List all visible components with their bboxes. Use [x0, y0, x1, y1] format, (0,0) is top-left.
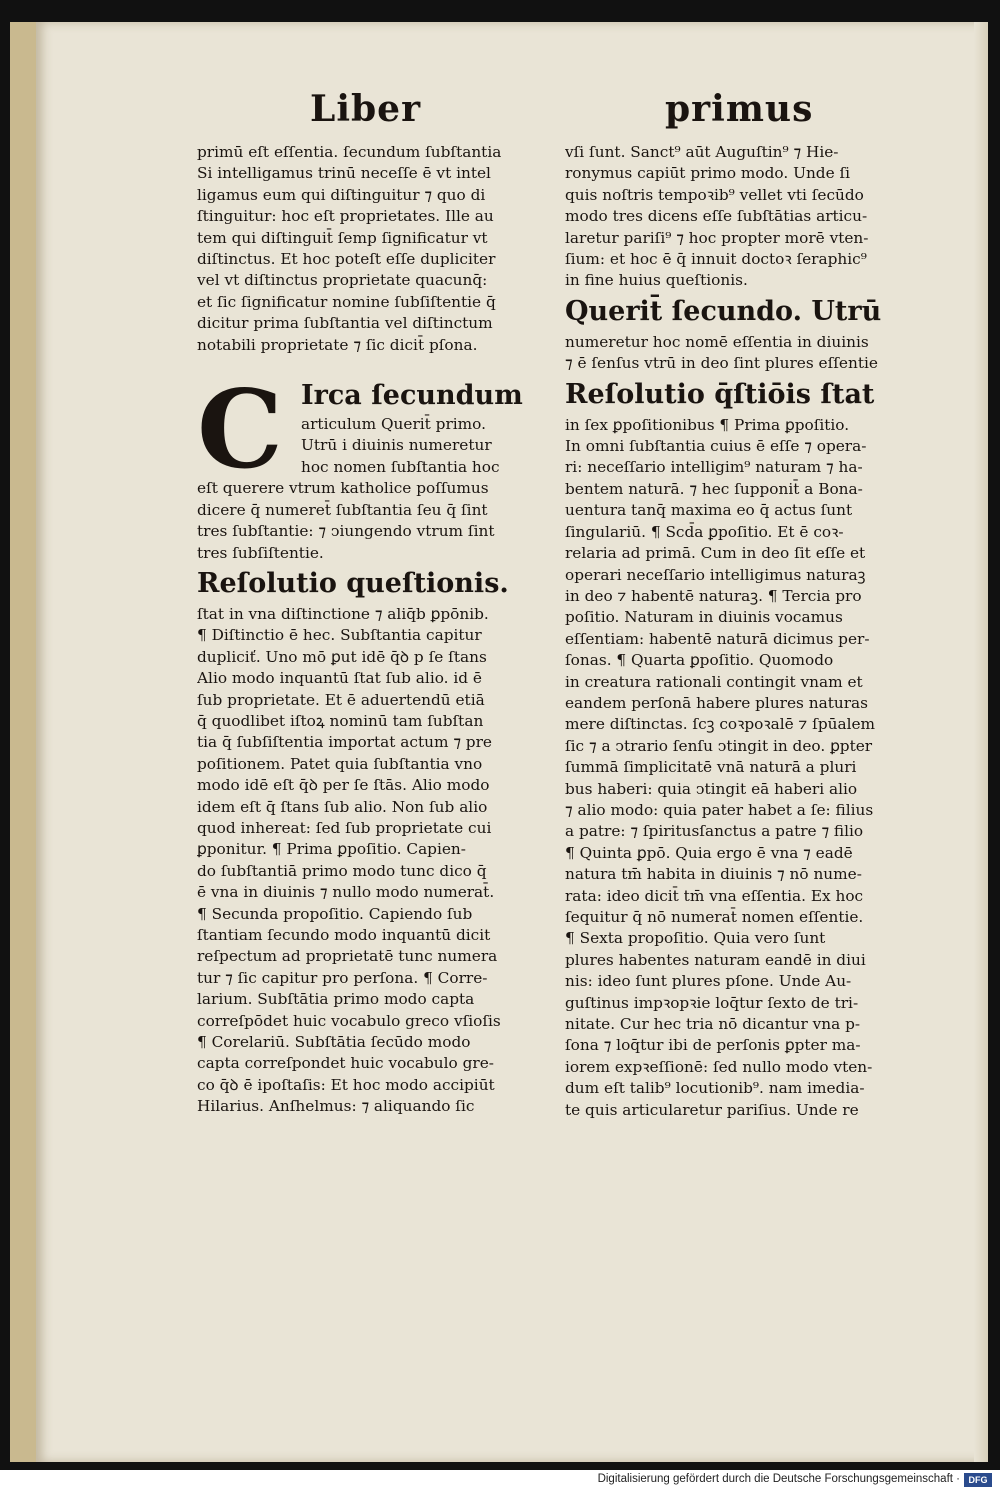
- text-line: ¶ Quinta ꝑpō. Quia ergo ē vna ⁊ eadē: [565, 843, 853, 862]
- text-line: uentura tanq̄ maxima eo q̄ actus ſunt: [565, 501, 853, 520]
- text-line: rata: ideo dicit̄ tm̄ vna eſſentia. Ex hoc: [565, 886, 864, 905]
- text-line: co q̄ꝺ ē ipoſtaſis: Et hoc modo accipiūt: [197, 1075, 495, 1094]
- text-line: in ſex ꝑpoſitionibus ¶ Prima ꝑpoſitio.: [565, 415, 850, 434]
- text-line: ligamus eum qui diſtinguitur ⁊ quo di: [197, 185, 486, 204]
- text-line: ꝑponitur. ¶ Prima ꝑpoſitio. Capien-: [197, 840, 466, 859]
- text-line: ſona ⁊ loq̄tur ibi de perſonis ꝑpter ma-: [565, 1036, 861, 1055]
- initial-big-line: Irca ſecundum: [301, 380, 523, 412]
- text-line: operari neceſſario intelligimus naturaꝫ: [565, 565, 866, 584]
- text-line: ſub proprietate. Et ē aduertendū etiā: [197, 690, 485, 709]
- text-line: ¶ Corelariū. Subſtātia ſecūdo modo: [197, 1033, 471, 1052]
- text-line: poſitionem. Patet quia ſubſtantia vno: [197, 754, 483, 773]
- text-line: larium. Subſtātia primo modo capta: [197, 990, 475, 1009]
- text-line: quis noſtris tempoꝛib⁹ vellet vti ſecūdo: [565, 185, 864, 204]
- text-line: ſium: et hoc ē q̄ innuit doctoꝛ ſeraphic⁹: [565, 250, 867, 269]
- text-line: dicere q̄ numeret̄ ſubſtantia ſeu q̄ ſint: [197, 500, 488, 519]
- text-line: laretur pariſi⁹ ⁊ hoc propter morē vten-: [565, 228, 869, 247]
- text-line: reſpectum ad proprietatē tunc numera: [197, 947, 498, 966]
- text-line: in creatura rationali contingit vnam et: [565, 672, 863, 691]
- text-line: idem eſt q̄ ſtans ſub alio. Non ſub alio: [197, 797, 488, 816]
- text-line: Si intelligamus trinū neceſſe ē vt intel: [197, 164, 491, 183]
- text-line: vſi ſunt. Sanct⁹ aūt Auguſtin⁹ ⁊ Hie-: [565, 143, 839, 161]
- text-line: bus haberi: quia ↄtingit eā haberi alio: [565, 779, 858, 798]
- dfg-logo: DFG: [964, 1473, 992, 1487]
- text-line: correſpōdet huic vocabulo greco vſioſis: [197, 1011, 501, 1030]
- text-line: Alio modo inquantū ſtat ſub alio. id ē: [197, 669, 482, 688]
- left-para-3: [197, 604, 547, 1118]
- text-line: dupliciť. Uno mō ꝑut idē q̄ꝺ p ſe ſtans: [197, 647, 487, 666]
- text-line: ſtinguitur: hoc eſt proprietates. Ille au: [197, 207, 494, 226]
- text-line: ſequitur q̄ nō numerat̄ nomen eſſentie.: [565, 908, 864, 926]
- text-line: eſt querere vtrum katholice poſſumus: [197, 479, 489, 498]
- text-line: q̄ quodlibet iſtoꝝ nominū tam ſubſtan: [197, 711, 484, 730]
- drop-cap: C: [197, 367, 283, 494]
- text-line: ⁊ alio modo: quia pater habet a ſe: filius: [565, 800, 874, 819]
- text-line: eandem perſonā habere plures naturas: [565, 693, 869, 712]
- text-line: tur ⁊ ſic capitur pro perſona. ¶ Corre-: [197, 968, 488, 987]
- footer-credit: Digitalisierung gefördert durch die Deutsche Forschungsgemeinschaft ·: [597, 1473, 960, 1485]
- footer: [0, 1470, 1000, 1492]
- text-line: plures habentes naturam eandē in diui: [565, 950, 866, 969]
- text-line: vel vt diſtinctus proprietate quacunq̄:: [197, 271, 488, 290]
- text-line: Hilarius. Anſhelmus: ⁊ aliquando ſic: [197, 1097, 475, 1116]
- right-column: [565, 142, 923, 1121]
- text-line: tres ſubſtantie: ⁊ ↄiungendo vtrum ſint: [197, 522, 495, 541]
- text-line: tres ſubſiſtentie.: [197, 543, 324, 562]
- text-line: ſummā ſimplicitatē vnā naturā a pluri: [565, 758, 857, 777]
- text-line: tia q̄ ſubſiſtentia importat actum ⁊ pre: [197, 733, 492, 752]
- text-line: In omni ſubſtantia cuius ē eſſe ⁊ opera-: [565, 437, 867, 456]
- text-line: poſitio. Naturam in diuinis vocamus: [565, 608, 843, 627]
- text-line: in fine huius queſtionis.: [565, 271, 748, 290]
- left-para-1: [197, 142, 547, 356]
- text-line: a patre: ⁊ ſpiritusſanctus a patre ⁊ filio: [565, 822, 864, 841]
- text-line: bentem naturā. ⁊ hec ſupponit̄ a Bona-: [565, 479, 863, 498]
- text-line: Utrū i diuinis numeretur: [301, 436, 492, 455]
- text-line: ⁊ ē ſenſus vtrū in deo ſint plures eſſentie: [565, 354, 878, 373]
- text-line: dicitur prima ſubſtantia vel diſtinctum: [197, 314, 493, 333]
- text-line: ſingulariū. ¶ Scd̄a ꝑpoſitio. Et ē coꝛ-: [565, 522, 844, 541]
- text-line: iorem expꝛeſſionē: ſed nullo modo vten-: [565, 1057, 873, 1076]
- text-line: primū eſt eſſentia. ſecundum ſubſtantia: [197, 143, 502, 161]
- text-line: ri: neceſſario intelligim⁹ naturam ⁊ ha-: [565, 458, 863, 477]
- text-line: nis: ideo ſunt plures pſone. Unde Au-: [565, 972, 852, 991]
- text-line: nitate. Cur hec tria nō dicantur vna p-: [565, 1015, 861, 1034]
- text-line: ¶ Secunda propoſitio. Capiendo ſub: [197, 904, 473, 923]
- text-line: tem qui diſtinguit̄ ſemp ſignificatur vt: [197, 228, 488, 247]
- header-left: Liber: [310, 88, 422, 130]
- text-line: te quis articularetur pariſius. Unde re: [565, 1100, 859, 1119]
- text-line: modo idē eſt q̄ꝺ per ſe ſtās. Alio modo: [197, 776, 490, 795]
- left-column: [197, 142, 547, 1118]
- text-line: ronymus capiūt primo modo. Unde ſi: [565, 164, 851, 183]
- text-line: ſonas. ¶ Quarta ꝑpoſitio. Quomodo: [565, 651, 834, 670]
- text-line: et ſic ſignificatur nomine ſubſiſtentie q̄: [197, 292, 496, 311]
- text-line: natura tm̄ habita in diuinis ⁊ nō nume-: [565, 865, 862, 884]
- text-line: ſic ⁊ a ↄtrario ſenſu ↄtingit in deo. ꝑpter: [565, 736, 873, 755]
- text-line: articulum Querit̄ primo.: [301, 415, 486, 434]
- right-para-3: [565, 415, 923, 1121]
- running-header: [0, 88, 1000, 148]
- left-resolutio-heading: Reſolutio queſtionis.: [197, 567, 509, 599]
- text-line: ſtantiam ſecundo modo inquantū dicit: [197, 926, 491, 944]
- text-line: quod inhereat: ſed ſub proprietate cui: [197, 818, 492, 837]
- right-resolutio-heading: Reſolutio q̄ſtiōis ſtat: [565, 378, 875, 410]
- text-line: relaria ad primā. Cum in deo ſit eſſe et: [565, 544, 866, 563]
- text-line: mere diſtinctas. ſcꝫ coꝛpoꝛalē ⁊ ſpūalem: [565, 715, 876, 734]
- text-line: diſtinctus. Et hoc poteſt eſſe dupliciter: [197, 250, 496, 269]
- text-line: dum eſt talib⁹ locutionib⁹. nam imedia-: [565, 1079, 865, 1098]
- right-para-2: [565, 332, 923, 375]
- page-edge: [974, 22, 988, 1462]
- text-line: ē vna in diuinis ⁊ nullo modo numerat̄.: [197, 883, 495, 902]
- text-line: ¶ Sexta propoſitio. Quia vero ſunt: [565, 929, 826, 948]
- text-line: eſſentiam: habentē naturā dicimus per-: [565, 629, 870, 648]
- text-line: ¶ Diſtinctio ē hec. Subſtantia capitur: [197, 626, 482, 645]
- text-line: numeretur hoc nomē eſſentia in diuinis: [565, 332, 869, 351]
- text-line: ſtat in vna diſtinctione ⁊ aliq̄b ꝑpōnib.: [197, 604, 489, 623]
- text-line: do ſubſtantiā primo modo tunc dico q̄: [197, 861, 487, 880]
- header-right: primus: [665, 88, 814, 130]
- text-line: modo tres dicens eſſe ſubſtātias articu-: [565, 207, 868, 226]
- text-line: capta correſpondet huic vocabulo gre-: [197, 1054, 494, 1073]
- text-line: notabili proprietate ⁊ ſic dicit̄ pſona.: [197, 335, 478, 354]
- text-line: in deo ⁊ habentē naturaꝫ. ¶ Tercia pro: [565, 586, 862, 605]
- text-line: hoc nomen ſubſtantia hoc: [301, 457, 500, 476]
- text-line: guſtinus impꝛopꝛie loq̄tur ſexto de tri-: [565, 993, 859, 1012]
- querit-heading: Querit̄ ſecundo. Utrū: [565, 295, 882, 327]
- right-para-1: [565, 142, 923, 292]
